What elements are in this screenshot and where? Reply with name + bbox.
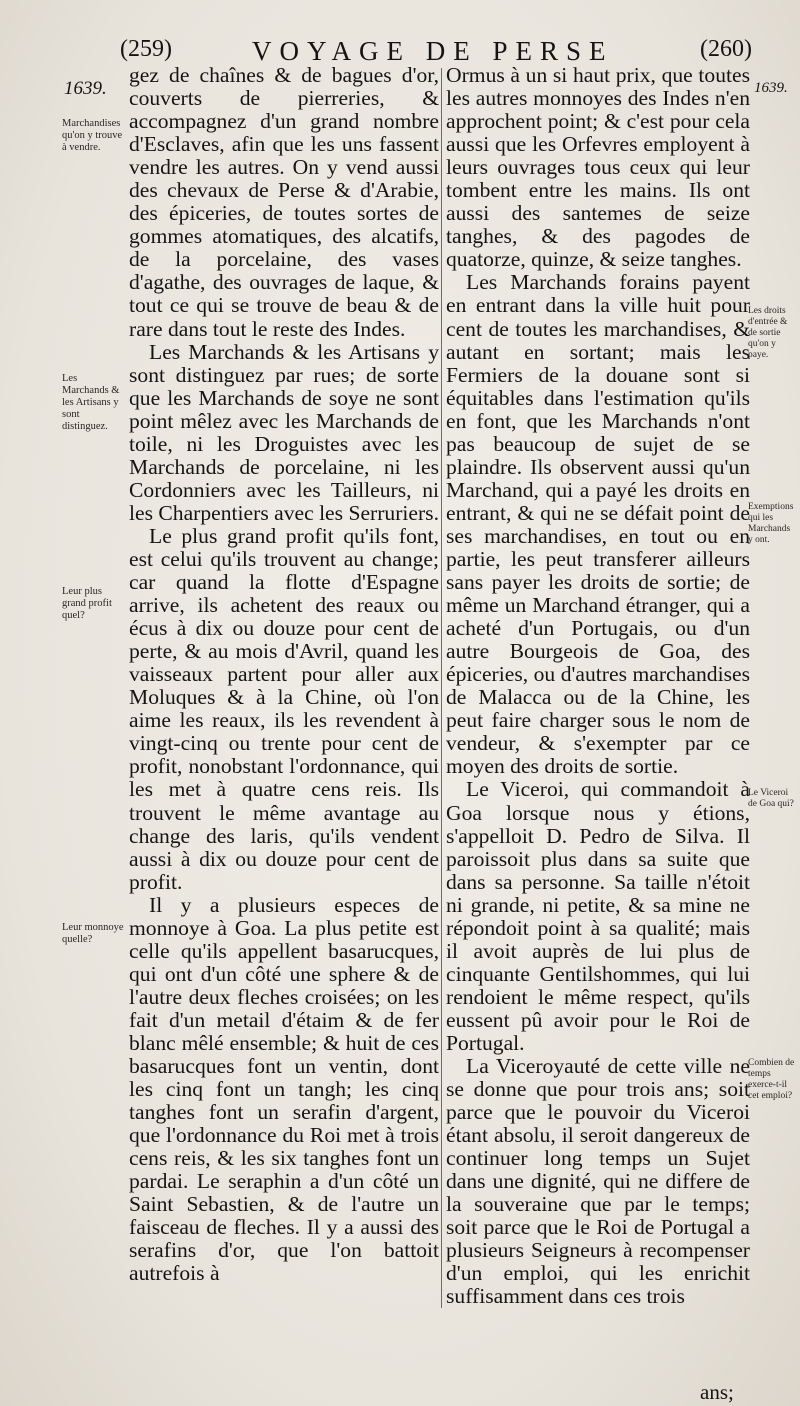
right-column	[446, 64, 750, 1309]
paragraph: gez de chaînes & de bagues d'or, couverts de pierreries, & accompagnez d'un grand nombre d'Esclaves, afin que les uns fassent vendre les autres. On y vend aussi des chevaux de Perse & d'Arabie, des épiceries, de toutes sortes de gommes atomatiques, des alcatifs, de la porcelaine, des vases d'agathe, des ouvrages de laque, & tout ce qui se trouve de beau & de rare dans tout le reste des Indes.	[129, 63, 439, 341]
margin-note-right: Exemptions qui les Marchands y ont.	[748, 502, 794, 545]
margin-note-right: Le Viceroi de Goa qui?	[748, 788, 794, 809]
margin-note-left: Marchandises qu'on y trouve à vendre.	[62, 118, 123, 153]
paragraph: Il y a plusieurs especes de monnoye à Goa. La plus petite est celle qu'ils appellent basarucques, qui ont d'un côté une sphere & de l'autre deux fleches croisées; on les fait d'un metail d'étaim & de fer blanc mêlé ensemble; & huit de ces basarucques font un ventin, dont les cinq font un tangh; les cinq tanghes font un serafin d'argent, que l'ordonnance du Roi met à trois cens reis, & les six tanghes font un pardai. Le seraphin a d'un côté un Saint Sebastien, & de l'autre un faisceau de fleches. Il y a aussi des serafins d'or, que l'on battoit autrefois à	[129, 892, 439, 1286]
paragraph: Les Marchands & les Artisans y sont distinguez par rues; de sorte que les Marchands de soye ne sont point mêlez avec les Marchands de toile, ni les Droguistes avec les Marchands de porcelaine, ni les Cordonniers avec les Tailleurs, ni les Charpentiers avec les Serruriers.	[129, 339, 439, 525]
catchword: ans;	[700, 1380, 734, 1404]
year-marker-right: 1639.	[754, 80, 788, 96]
running-title: VOYAGE DE PERSE	[252, 36, 614, 66]
paragraph: Les Marchands forains payent en entrant dans la ville huit pour cent de toutes les marchandises, & autant en sortant; mais les Fermiers de la douane sont si équitables dans l'estimation qu'ils en font, que les Marchands n'ont pas beaucoup de sujet de se plaindre. Ils observent aussi qu'un Marchand, qui a payé les droits en entrant, & qui ne se défait point de ses marchandises, en tout ou en partie, les peut transferer ailleurs sans payer les droits de sortie; de même un Marchand étranger, qui a acheté d'un Portugais, ou d'un autre Bourgeois de Goa, des épiceries, ou d'autres marchandises de Malacca ou de la Chine, les peut faire charger sous le nom de vendeur, & s'exempter par ce moyen des droits de sortie.	[446, 270, 750, 779]
margin-note-left: Leur plus grand profit quel?	[62, 586, 112, 621]
paragraph: La Viceroyauté de cette ville ne se donne que pour trois ans; soit parce que le pouvoir du Viceroi étant absolu, il seroit dangereux de continuer long temps un Sujet dans une dignité, qui ne differe de la souveraine que par le temps; soit parce que le Roi de Portugal a plusieurs Seigneurs à recompenser d'un emploi, qui les enrichit suffisamment dans ces trois	[446, 1054, 750, 1309]
left-column	[129, 64, 439, 1285]
column-divider	[441, 68, 442, 1308]
year-marker-left: 1639.	[64, 78, 107, 99]
paragraph: Ormus à un si haut prix, que toutes les autres monnoyes des Indes n'en approchent point; & c'est pour cela aussi que les Orfevres employent à leurs ouvrages tous ceux qui leur tombent entre les mains. Ils ont aussi des santemes de seize tanghes, & des pagodes de quatorze, quinze, & seize tanghes.	[446, 63, 750, 272]
margin-note-left: Leur monnoye quelle?	[62, 922, 124, 945]
margin-note-left: Les Marchands & les Artisans y sont distinguez.	[62, 373, 120, 432]
paragraph: Le Viceroi, qui commandoit à Goa lorsque nous y étions, s'appelloit D. Pedro de Silva. Il paroissoit plus dans sa suite que dans sa personne. Sa taille n'étoit ni grande, ni petite, & sa mine ne répondoit point à sa qualité; mais il avoit auprès de lui plus de cinquante Gentilshommes, qui lui rendoient le même respect, qu'ils eussent pû avoir pour le Roi de Portugal.	[446, 777, 750, 1055]
page-number-left: (259)	[120, 36, 172, 62]
margin-note-right: Les droits d'entrée & de sortie qu'on y paye.	[748, 306, 788, 360]
paragraph: Le plus grand profit qu'ils font, est celui qu'ils trouvent au change; car quand la flotte d'Espagne arrive, ils achetent des reaux ou écus à dix ou douze pour cent de perte, & au mois d'Avril, quand les vaisseaux partent pour aller aux Moluques & à la Chine, où l'on aime les reaux, ils les revendent à vingt-cinq ou trente pour cent de profit, nonobstant l'ordonnance, qui les met à quatre cens reis. Ils trouvent le même avantage au change des laris, qu'ils vendent aussi à dix ou douze pour cent de profit.	[129, 523, 439, 894]
margin-note-right: Combien de temps exerce-t-il cet emploi?	[748, 1058, 795, 1101]
page-number-right: (260)	[700, 36, 752, 62]
